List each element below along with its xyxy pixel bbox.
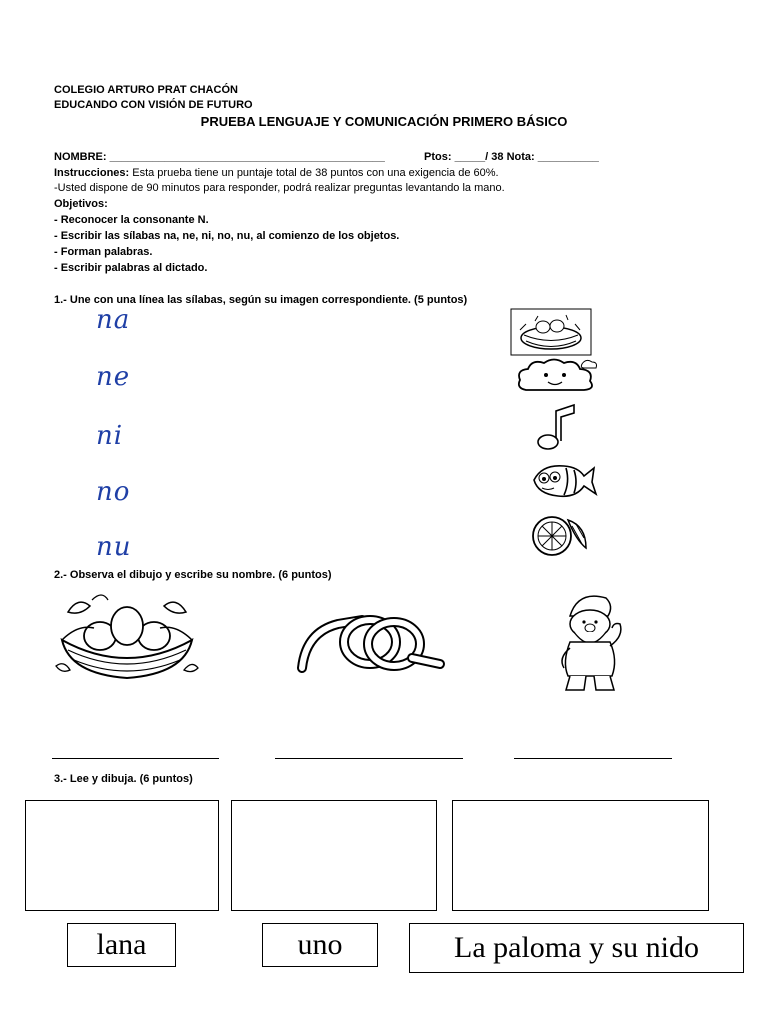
music-note-icon [534, 403, 580, 451]
syllable-na: na [96, 305, 131, 335]
nest-icon [510, 308, 592, 356]
cloud-icon [514, 356, 600, 396]
word-card: lana [67, 923, 176, 967]
objective-item: - Escribir palabras al dictado. [54, 262, 208, 274]
name-field[interactable]: _____________________________________________ [109, 151, 385, 163]
syllable-ne: ne [96, 362, 131, 392]
word-card: La paloma y su nido [409, 923, 744, 973]
knot-icon [292, 602, 446, 678]
objective-item: - Escribir las sílabas na, ne, ni, no, nu, al comienzo de los objetos. [54, 230, 400, 242]
school-motto: EDUCANDO CON VISIÓN DE FUTURO [54, 99, 253, 111]
nota-field[interactable]: __________ [537, 151, 599, 163]
drawing-box[interactable] [231, 800, 437, 911]
fish-icon [528, 456, 598, 502]
instructions-label: Instrucciones: [54, 167, 130, 179]
orange-slices-icon [528, 510, 592, 558]
word-card: uno [262, 923, 378, 967]
section1-title: 1.- Une con una línea las sílabas, según su imagen correspondiente. (5 puntos) [54, 294, 468, 306]
section3-title: 3.- Lee y dibuja. (6 puntos) [54, 773, 193, 785]
name-row [54, 151, 385, 163]
objective-item: - Reconocer la consonante N. [54, 214, 209, 226]
syllable-nu: nu [96, 532, 132, 562]
nest-with-eggs-icon [52, 590, 202, 690]
instructions-text: Esta prueba tiene un puntaje total de 38 puntos con una exigencia de 60%. [129, 167, 499, 179]
drawing-box[interactable] [452, 800, 709, 911]
objectives-label: Objetivos: [54, 198, 108, 210]
section2-title: 2.- Observa el dibujo y escribe su nombre. (6 puntos) [54, 569, 332, 581]
pts-label: Ptos: [424, 151, 452, 163]
objective-item: - Forman palabras. [54, 246, 153, 258]
school-name: COLEGIO ARTURO PRAT CHACÓN [54, 84, 238, 96]
answer-line[interactable] [275, 758, 463, 759]
total-nota-label: 38 Nota: [491, 151, 535, 163]
dwarf-icon [548, 588, 632, 696]
answer-line[interactable] [514, 758, 672, 759]
score-row [424, 151, 599, 163]
instructions-line2: -Usted dispone de 90 minutos para responder, podrá realizar preguntas levantando la mano. [54, 182, 505, 194]
syllable-no: no [96, 477, 131, 507]
syllable-ni: ni [96, 421, 124, 451]
page-title: PRUEBA LENGUAJE Y COMUNICACIÓN PRIMERO BÁSICO [200, 114, 568, 129]
name-label: NOMBRE: [54, 151, 107, 163]
answer-line[interactable] [52, 758, 219, 759]
pts-field[interactable]: _____/ [454, 151, 489, 163]
instructions [54, 167, 499, 179]
drawing-box[interactable] [25, 800, 219, 911]
